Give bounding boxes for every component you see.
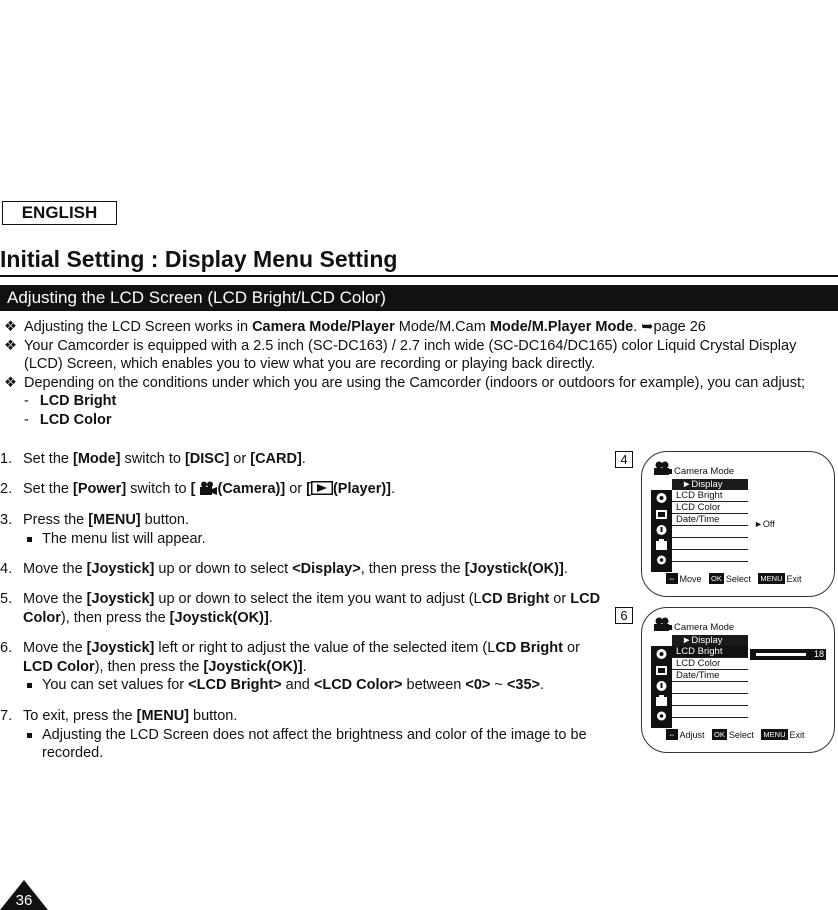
bullet-item bbox=[4, 374, 834, 393]
osd-mode-label: Camera Mode bbox=[674, 466, 735, 477]
osd-menu bbox=[672, 466, 748, 562]
step-text: or bbox=[562, 640, 580, 656]
step-text: . bbox=[563, 561, 568, 577]
step-text-bold: CD Bright bbox=[495, 640, 563, 656]
osd-menu-icons bbox=[654, 492, 669, 568]
level-slider-track bbox=[756, 653, 806, 656]
osd-display-tab: ►Display bbox=[672, 479, 748, 490]
osd-footer-label: Select bbox=[728, 729, 754, 740]
step-note-text: ~ bbox=[490, 677, 507, 693]
osd-footer-label: Select bbox=[725, 573, 751, 584]
osd-datetime-value: ►Off bbox=[754, 519, 775, 529]
step-number: 5. bbox=[0, 591, 13, 607]
step-note bbox=[0, 726, 610, 763]
step-item bbox=[0, 639, 610, 695]
step-text-bold: [Mode] bbox=[72, 451, 121, 467]
osd-menu-item-empty bbox=[672, 526, 748, 538]
camera-mode-icon bbox=[653, 461, 673, 475]
step-note-text: between bbox=[402, 677, 466, 693]
step-text-bold: [MENU] bbox=[136, 708, 189, 724]
section-title: Adjusting the LCD Screen (LCD Bright/LCD Color) bbox=[0, 285, 838, 311]
title-divider bbox=[0, 275, 838, 277]
step-number: 3. bbox=[0, 512, 13, 528]
step-text: Move the bbox=[23, 561, 87, 577]
bullet-text: Your Camcorder is equipped with a 2.5 inch (SC-DC163) / 2.7 inch wide (SC-DC164/DC165) color Liquid Crystal Display (LCD) Screen, which enables you to view what you are recording or playing back directly. bbox=[24, 337, 797, 372]
step-number: 4. bbox=[0, 561, 13, 577]
step-item bbox=[0, 707, 610, 763]
sub-item bbox=[4, 411, 834, 430]
bullet-text: Depending on the conditions under which you are using the Camcorder (indoors or outdoors for example), you can adjust; bbox=[24, 374, 806, 391]
step-text: or bbox=[549, 591, 571, 607]
step-text: Set the bbox=[23, 481, 73, 497]
step-text: button. bbox=[140, 512, 190, 528]
step-text: switch to bbox=[120, 451, 185, 467]
step-text: up or down to select the item you want to adjust (L bbox=[154, 591, 482, 607]
step-text-bold: LCD Color bbox=[23, 591, 601, 626]
page-number: 36 bbox=[15, 892, 33, 909]
note-bullet bbox=[27, 733, 32, 738]
step-text-bold: <Display> bbox=[292, 561, 361, 577]
step-item bbox=[0, 511, 610, 548]
bullet-item bbox=[4, 318, 834, 337]
sub-item-dash: - bbox=[24, 411, 29, 428]
osd-display-tab: ►Display bbox=[672, 635, 748, 646]
step-text: ), then press the bbox=[94, 658, 204, 675]
osd-screen-display-menu bbox=[641, 451, 835, 597]
step-text-bold: [MENU] bbox=[88, 512, 141, 528]
step-note-text: Adjusting the LCD Screen does not affect the brightness and color of the image to be recorded. bbox=[42, 726, 587, 761]
player-icon bbox=[311, 481, 333, 495]
osd-menu-item-empty bbox=[672, 538, 748, 550]
step-note-bold: <0> bbox=[465, 677, 491, 693]
note-bullet bbox=[27, 537, 32, 542]
step-text-bold: [Joystick(OK)] bbox=[464, 561, 564, 577]
step-text: up or down to select bbox=[154, 561, 293, 577]
osd-menu-item: Date/Time bbox=[672, 670, 748, 682]
step-text-bold: [DISC] bbox=[184, 451, 230, 467]
intro-bullets bbox=[4, 318, 834, 429]
step-text-bold: CD Bright bbox=[481, 591, 550, 607]
osd-menu-item-empty bbox=[672, 550, 748, 562]
osd-menu-item-empty bbox=[672, 682, 748, 694]
step-text: or bbox=[285, 481, 307, 497]
sub-item-label: LCD Color bbox=[39, 411, 112, 428]
level-slider-bar bbox=[750, 649, 826, 660]
step-text: . bbox=[268, 609, 273, 626]
step-note bbox=[0, 676, 610, 695]
step-text: Move the bbox=[23, 591, 87, 607]
sub-item-label: LCD Bright bbox=[39, 393, 117, 409]
step-note-bold: <LCD Color> bbox=[313, 677, 403, 693]
step-item bbox=[0, 450, 610, 469]
step-note-bold: <35> bbox=[506, 677, 540, 693]
step-text: Move the bbox=[23, 640, 87, 656]
step-text: . bbox=[302, 658, 307, 675]
joystick-key-icon: ⇔ bbox=[668, 574, 676, 583]
step-text: left or right to adjust the value of the selected item (L bbox=[154, 640, 496, 656]
menu-key-icon: MENU bbox=[763, 730, 786, 739]
step-number: 1. bbox=[0, 451, 13, 467]
step-text-bold: [ bbox=[306, 481, 311, 497]
language-label: ENGLISH bbox=[2, 201, 117, 225]
step-note bbox=[0, 530, 610, 549]
menu-key-icon: MENU bbox=[760, 574, 783, 583]
ok-key-icon: OK bbox=[711, 574, 722, 583]
callout-label: 4 bbox=[615, 451, 633, 468]
step-text: Press the bbox=[23, 512, 89, 528]
sub-item bbox=[4, 392, 834, 411]
osd-mode-label: Camera Mode bbox=[674, 622, 735, 633]
step-note-bold: <LCD Bright> bbox=[188, 677, 282, 693]
step-note-text: and bbox=[281, 677, 314, 693]
osd-menu-item: LCD Color bbox=[672, 658, 748, 670]
osd-footer-label: Move bbox=[679, 573, 702, 584]
osd-menu bbox=[672, 622, 748, 718]
osd-footer bbox=[666, 729, 810, 740]
bullet-marker: ❖ bbox=[4, 319, 17, 335]
bullet-marker: ❖ bbox=[4, 374, 17, 391]
bullet-text-bold: Camera Mode/Player bbox=[252, 319, 395, 335]
step-text: Set the bbox=[23, 451, 73, 467]
bullet-text: Adjusting the LCD Screen works in bbox=[24, 319, 253, 335]
osd-menu-item-empty bbox=[672, 694, 748, 706]
osd-menu-item: LCD Bright bbox=[672, 490, 748, 502]
step-text-bold: [CARD] bbox=[250, 451, 302, 467]
step-note-text: You can set values for bbox=[42, 677, 189, 693]
step-text-bold: [Power] bbox=[72, 481, 127, 497]
osd-menu-item-selected: LCD Bright bbox=[672, 646, 748, 658]
step-text-bold: [Joystick(OK)] bbox=[169, 609, 269, 626]
step-text: To exit, press the bbox=[23, 708, 137, 724]
step-text: switch to bbox=[126, 481, 191, 497]
step-text-bold: (Camera)] bbox=[217, 481, 286, 497]
bullet-text-bold: Mode/M.Player Mode bbox=[489, 319, 634, 335]
bullet-text: Mode/M.Cam bbox=[394, 319, 490, 335]
step-number: 6. bbox=[0, 640, 13, 656]
step-text-bold: LCD Color bbox=[23, 658, 95, 675]
step-text-bold: [Joystick(OK)] bbox=[203, 658, 303, 675]
step-text: , then press the bbox=[360, 561, 465, 577]
osd-menu-item: Date/Time bbox=[672, 514, 748, 526]
step-note-text: . bbox=[540, 677, 545, 693]
step-text-bold: [Joystick] bbox=[86, 640, 155, 656]
step-number: 2. bbox=[0, 481, 13, 497]
osd-menu-item-empty bbox=[672, 706, 748, 718]
step-note-text: The menu list will appear. bbox=[42, 530, 206, 547]
osd-footer bbox=[666, 573, 807, 584]
osd-screen-lcd-bright bbox=[641, 607, 835, 753]
joystick-key-icon: ⇔ bbox=[668, 730, 676, 739]
step-text: . bbox=[301, 451, 306, 467]
step-number: 7. bbox=[0, 708, 13, 724]
bullet-marker: ❖ bbox=[4, 337, 17, 354]
osd-menu-icons bbox=[654, 648, 669, 724]
step-text: ), then press the bbox=[60, 609, 170, 626]
callout-label: 6 bbox=[615, 607, 633, 624]
step-text-bold: (Player)] bbox=[332, 481, 391, 497]
step-text-bold: [Joystick] bbox=[86, 591, 155, 607]
step-text-bold: [Joystick] bbox=[86, 561, 155, 577]
step-text: . bbox=[391, 481, 396, 497]
step-text-bold: [ bbox=[190, 481, 200, 497]
camera-mode-icon bbox=[653, 617, 673, 631]
ok-key-icon: OK bbox=[714, 730, 725, 739]
step-text: button. bbox=[189, 708, 238, 724]
osd-menu-item: LCD Color bbox=[672, 502, 748, 514]
step-item bbox=[0, 590, 610, 627]
step-item bbox=[0, 560, 610, 579]
note-bullet bbox=[27, 683, 32, 688]
osd-footer-label: Exit bbox=[786, 573, 802, 584]
page-title: Initial Setting : Display Menu Setting bbox=[0, 246, 398, 272]
osd-footer-label: Exit bbox=[789, 729, 805, 740]
page-reference: . ➥page 26 bbox=[633, 319, 706, 335]
step-text: or bbox=[229, 451, 251, 467]
sub-item-dash: - bbox=[24, 393, 29, 409]
osd-footer-label: Adjust bbox=[679, 729, 705, 740]
bullet-item bbox=[4, 337, 834, 374]
step-item bbox=[0, 480, 610, 499]
level-value: 18 bbox=[813, 649, 824, 659]
camera-icon bbox=[199, 481, 217, 495]
